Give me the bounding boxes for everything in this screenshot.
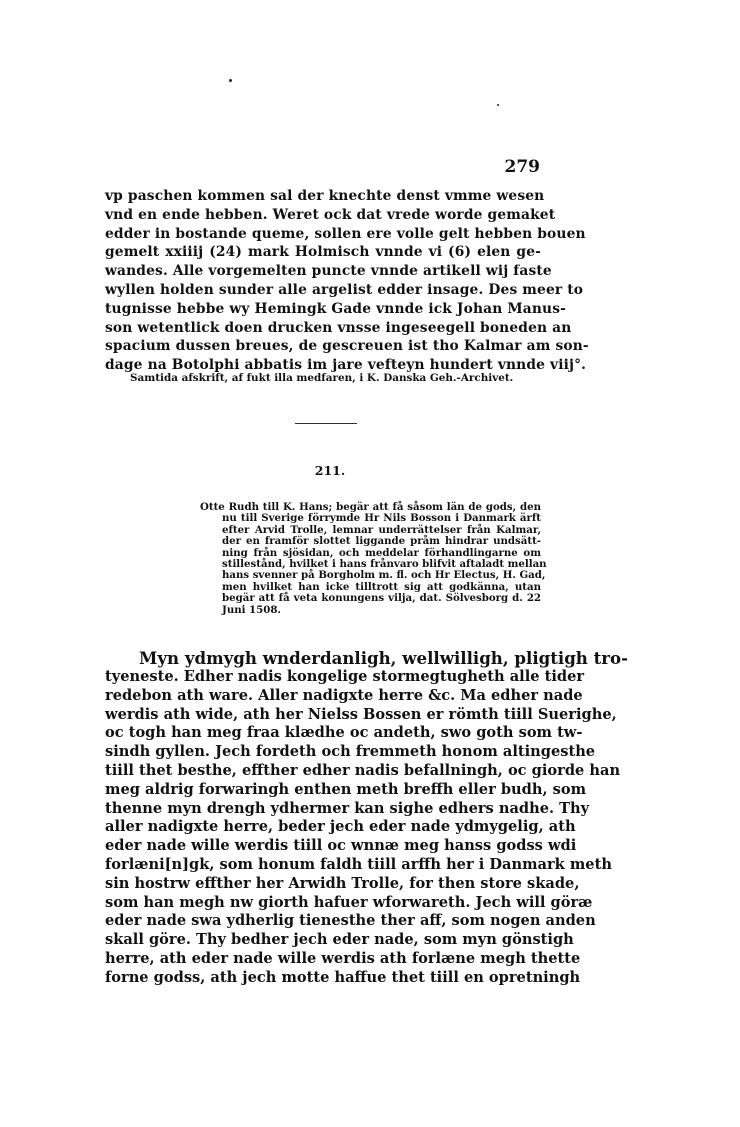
- text-line: forne godss, ath jech motte haffue thet tiill en opretningh: [105, 968, 581, 986]
- document-summary: [200, 501, 547, 616]
- summary-line: Juni 1508.: [222, 603, 281, 616]
- summary-line: hans svenner på Borgholm m. fl. och Hr Electus, H. Gad,: [222, 569, 546, 582]
- text-line: eder nade swa ydherlig tienesthe ther aff, som nogen anden: [105, 912, 596, 930]
- summary-line: men hvilket han icke tilltrott sig att godkänna, utan: [222, 580, 541, 593]
- text-line: tugnisse hebbe wy Hemingk Gade vnnde ick Johan Manus-: [105, 300, 567, 317]
- summary-line: efter Arvid Trolle, lemnar underrättelser från Kalmar,: [222, 523, 541, 536]
- stray-mark: [229, 79, 232, 82]
- text-line: wyllen holden sunder alle argelist edder insage. Des meer to: [105, 281, 584, 298]
- text-line: tyeneste. Edher nadis kongelige stormegtugheth alle tider: [105, 668, 585, 685]
- text-line: meg aldrig forwaringh enthen meth breffh eller budh, som: [105, 780, 587, 798]
- text-line: sin hostrw effther her Arwidh Trolle, for then store skade,: [105, 874, 580, 892]
- text-line: eder nade wille werdis tiill oc wnnæ meg hanss godss wdi: [105, 837, 577, 855]
- summary-line: begär att få veta konungens vilja, dat. Sölvesborg d. 22: [222, 592, 541, 605]
- text-line: som han megh nw giorth hafuer wforwareth. Jech will göræ: [105, 893, 593, 911]
- text-line: vp paschen kommen sal der knechte denst vmme wesen: [105, 188, 545, 204]
- page-number: 279: [504, 157, 540, 177]
- text-line: herre, ath eder nade wille werdis ath forlæne megh thette: [105, 949, 581, 967]
- text-line: aller nadigxte herre, beder jech eder nade ydmygelig, ath: [105, 818, 576, 836]
- text-line: edder in bostande queme, sollen ere volle gelt hebben bouen: [105, 225, 586, 242]
- summary-line: stillestånd, hvilket i hans frånvaro blifvit aftaladt mellan: [222, 557, 547, 570]
- text-line: skall göre. Thy bedher jech eder nade, som myn gönstigh: [105, 931, 574, 949]
- summary-line: Otte Rudh till K. Hans; begär att få såsom län de gods, den: [200, 501, 541, 513]
- text-line: sindh gyllen. Jech fordeth och fremmeth honom altingesthe: [105, 743, 596, 761]
- section-divider: [295, 423, 357, 424]
- summary-line: der en framför slottet liggande pråm hindrar undsätt-: [222, 535, 541, 548]
- text-line: forlæni[n]gk, som honum faldh tiill arffh her i Danmark meth: [105, 855, 612, 873]
- text-line: dage na Botolphi abbatis im jare vefteyn hundert vnnde viij°.: [105, 357, 587, 374]
- letter-body: [105, 648, 628, 988]
- text-line: redebon ath ware. Aller nadigxte herre &c. Ma edher nade: [105, 686, 583, 704]
- text-line: oc togh han meg fraa klædhe oc andeth, swo goth som tw-: [105, 724, 583, 742]
- document-number: 211.: [314, 463, 346, 478]
- source-note: Samtida afskrift, af fukt illa medfaren, i K. Danska Geh.-Archivet.: [130, 372, 514, 384]
- paragraph-continuation: [105, 187, 589, 375]
- text-line: spacium dussen breues, de gescreuen ist tho Kalmar am son-: [105, 338, 589, 355]
- summary-line: ning från sjösidan, och meddelar förhandlingarne om: [222, 546, 541, 559]
- text-line: gemelt xxiiij (24) mark Holmisch vnnde vi (6) elen ge-: [105, 244, 541, 261]
- stray-mark: [497, 104, 499, 106]
- text-line: wandes. Alle vorgemelten puncte vnnde artikell wij faste: [105, 263, 552, 280]
- text-line: werdis ath wide, ath her Nielss Bossen er römth tiill Suerighe,: [105, 705, 617, 723]
- text-line: Myn ydmygh wnderdanligh, wellwilligh, pligtigh tro-: [139, 648, 628, 668]
- text-line: thenne myn drengh ydhermer kan sighe edhers nadhe. Thy: [105, 799, 590, 817]
- summary-line: nu till Sverige förrymde Hr Nils Bosson i Danmark ärft: [222, 512, 541, 525]
- text-line: son wetentlick doen drucken vnsse ingeseegell boneden an: [105, 319, 572, 336]
- text-line: tiill thet besthe, effther edher nadis befallningh, oc giorde han: [105, 761, 621, 779]
- text-line: vnd en ende hebben. Weret ock dat vrede worde gemaket: [105, 206, 556, 223]
